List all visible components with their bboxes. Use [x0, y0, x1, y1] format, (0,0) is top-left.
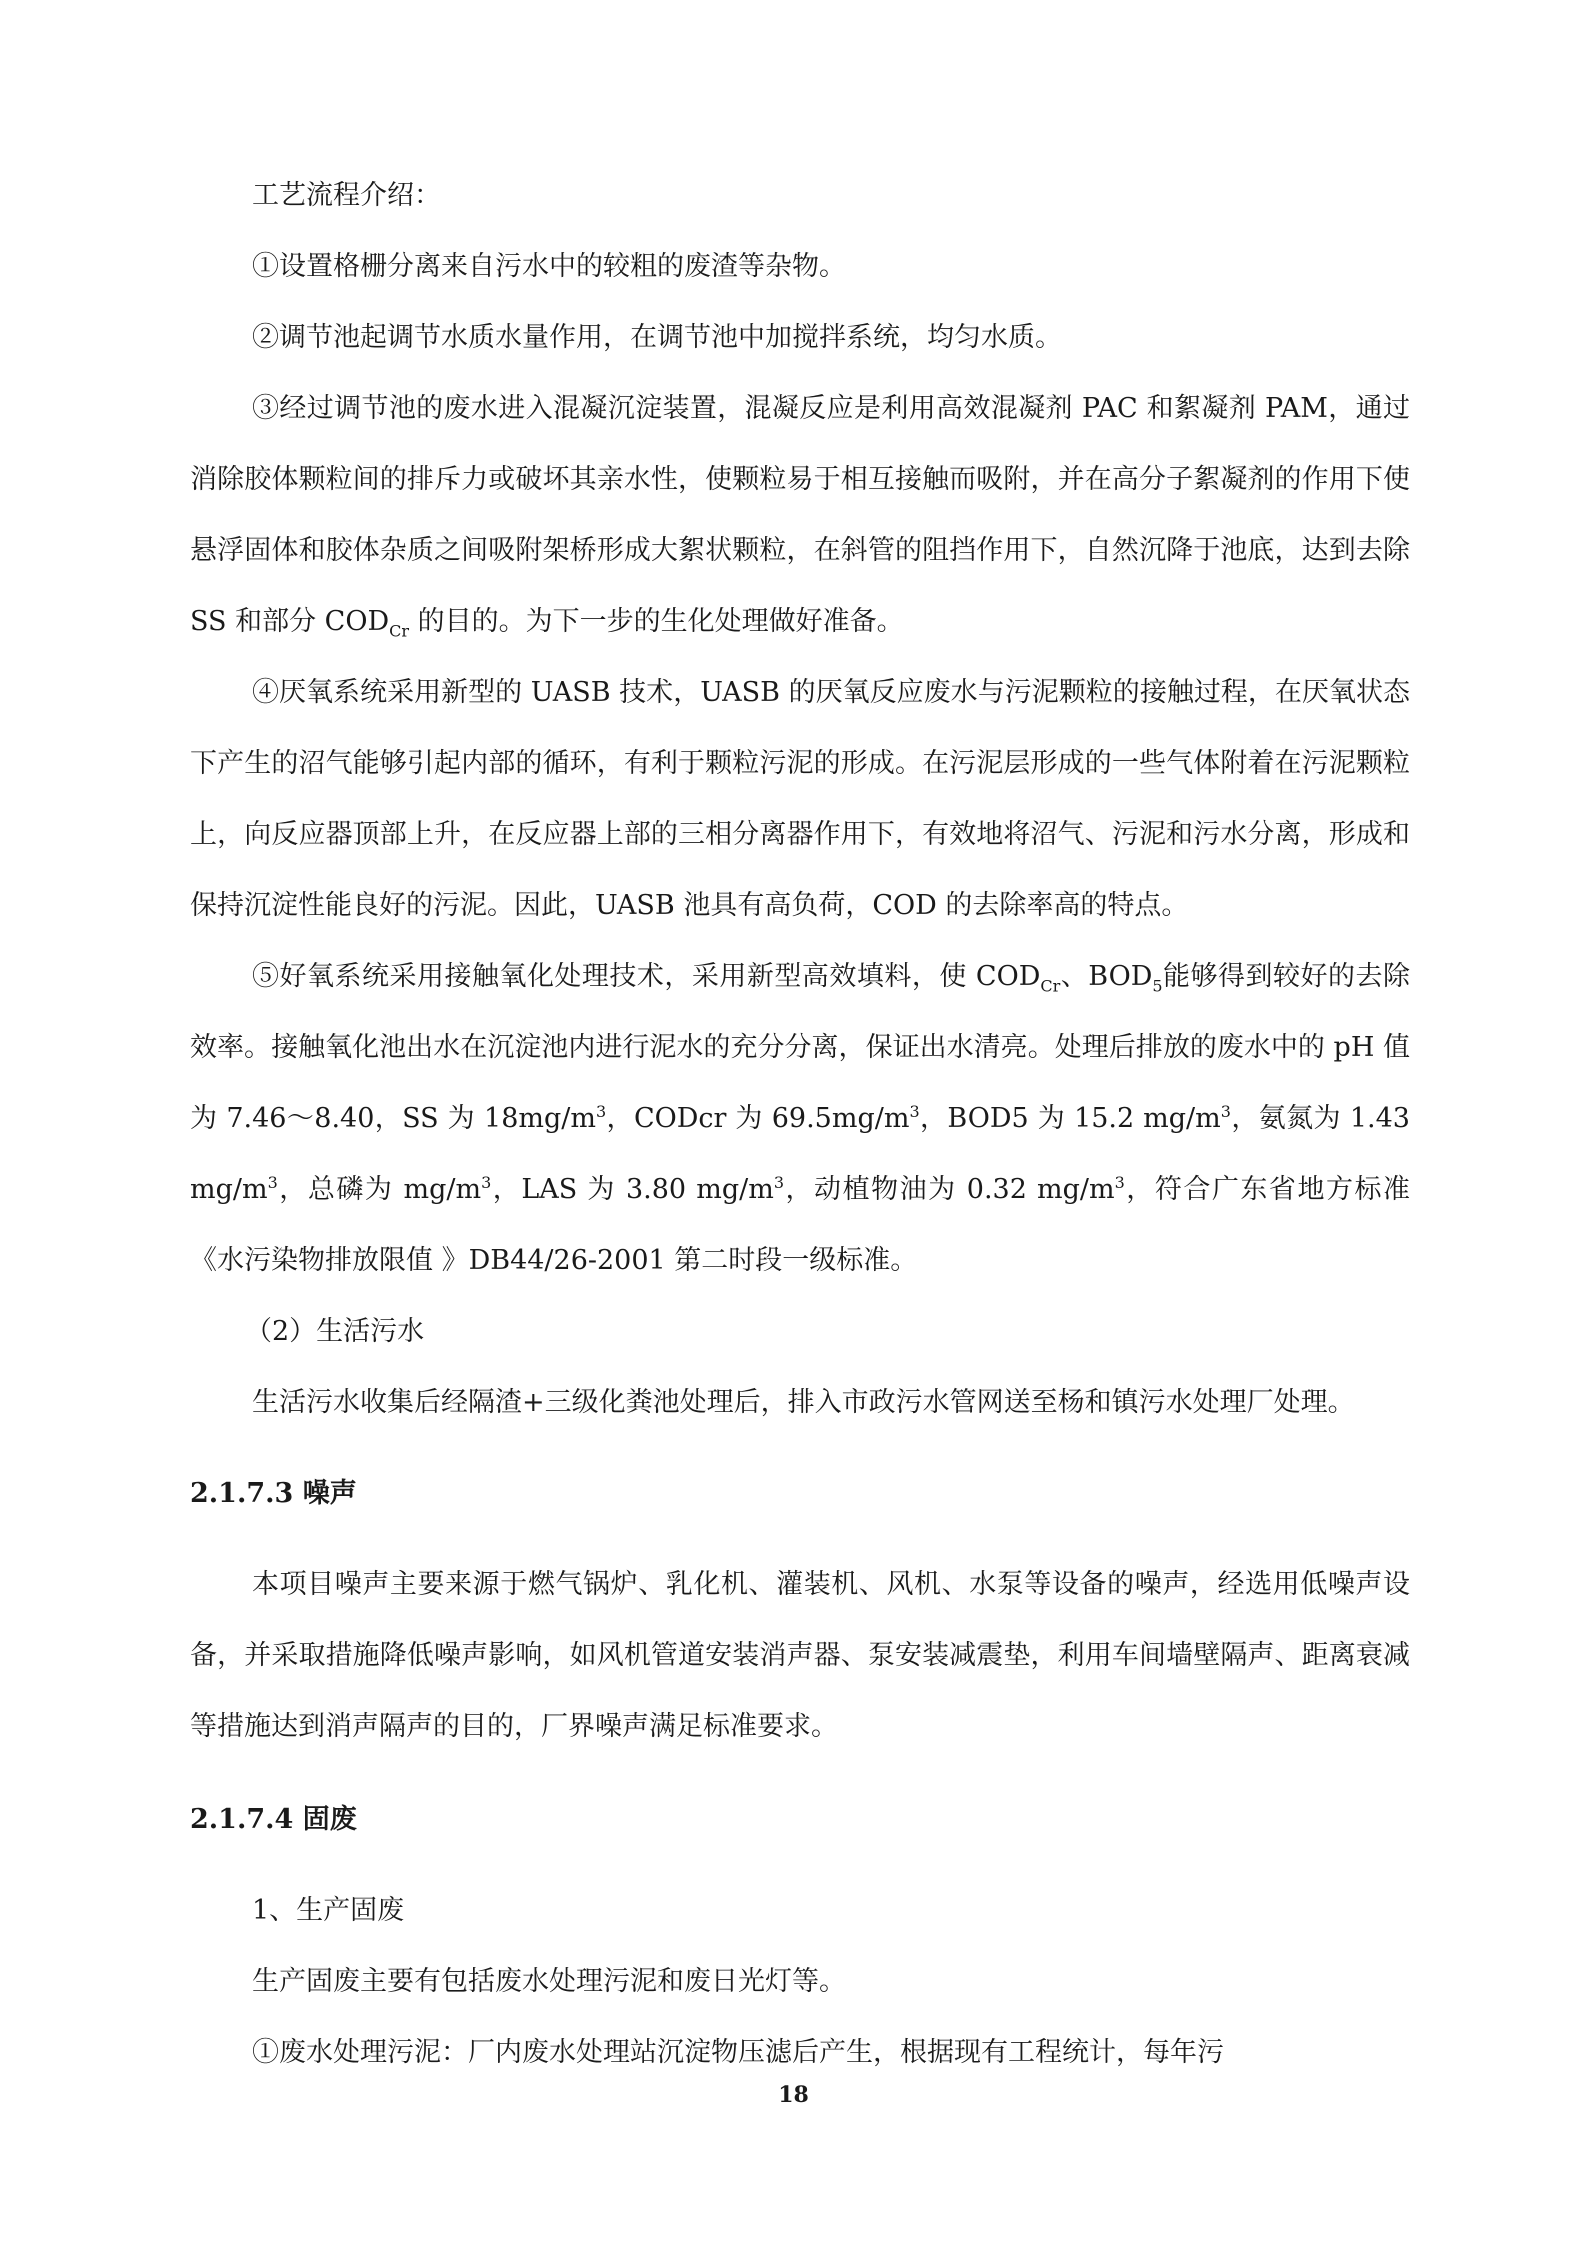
process-step-4: ④厌氧系统采用新型的 UASB 技术，UASB 的厌氧反应废水与污泥颗粒的接触过程，在厌氧状态下产生的沼气能够引起内部的循环，有利于颗粒污泥的形成。在污泥层形成的一些气体附着在污泥颗粒上，向反应器顶部上升，在反应器上部的三相分离器作用下，有效地将沼气、污泥和污水分离，形成和保持沉淀性能良好的污泥。因此，UASB 池具有高负荷，COD 的去除率高的特点。: [190, 677, 1410, 921]
step-5-text-a: ⑤好氧系统采用接触氧化处理技术，采用新型高效填料，使 COD: [252, 961, 1041, 992]
solid-waste-heading: 2.1.7.4 固废: [190, 1804, 357, 1835]
cod-cr-subscript: Cr: [1040, 976, 1061, 996]
step-5-text-b: 、BOD: [1060, 961, 1153, 992]
domestic-sewage-title: （2）生活污水: [245, 1316, 425, 1347]
ammonia-unit-superscript: 3: [267, 1173, 278, 1192]
step-5-text-g: ，总磷为 mg/m: [277, 1174, 482, 1205]
bod5-subscript: 5: [1152, 976, 1163, 996]
step-3-text-a: ③经过调节池的废水进入混凝沉淀装置，混凝反应是利用高效混凝剂 PAC 和絮凝剂 PAM，通过消除胶体颗粒间的排斥力或破坏其亲水性，使颗粒易于相互接触而吸附，并在高分子絮凝剂的作用下使悬浮固体和胶体杂质之间吸附架桥形成大絮状颗粒，在斜管的阻挡作用下，自然沉降于池底，达到去除 SS 和部分 COD: [190, 393, 1410, 637]
noise-heading: 2.1.7.3 噪声: [190, 1478, 357, 1509]
page-number: 18: [778, 2082, 809, 2108]
domestic-sewage-text: 生活污水收集后经隔渣+三级化粪池处理后，排入市政污水管网送至杨和镇污水处理厂处理。: [252, 1387, 1355, 1418]
step-5-text-i: ，动植物油为 0.32 mg/m: [784, 1174, 1115, 1205]
page-content: [190, 160, 1410, 2088]
codcr-unit-superscript: 3: [909, 1102, 920, 1121]
production-solid-waste-title: 1、生产固废: [252, 1895, 405, 1926]
process-intro-title: 工艺流程介绍：: [252, 180, 441, 211]
step-5-text-e: ，BOD5 为 15.2 mg/m: [919, 1103, 1221, 1134]
process-step-1: ①设置格栅分离来自污水中的较粗的废渣等杂物。: [252, 251, 846, 282]
step-3-text-b: 的目的。为下一步的生化处理做好准备。: [409, 606, 904, 637]
step-5-text-d: ，CODcr 为 69.5mg/m: [606, 1103, 910, 1134]
las-unit-superscript: 3: [773, 1173, 784, 1192]
ss-unit-superscript: 3: [595, 1102, 607, 1121]
cod-cr-subscript: Cr: [389, 621, 410, 641]
step-5-text-f: ，氨氮为 1.43 mg/m: [190, 1103, 1410, 1205]
phosphorus-unit-superscript: 3: [481, 1173, 492, 1192]
step-5-text-c: 能够得到较好的去除效率。接触氧化池出水在沉淀池内进行泥水的充分分离，保证出水清亮。处理后排放的废水中的 pH 值为 7.46～8.40，SS 为 18mg/m: [190, 961, 1411, 1134]
process-step-5: [190, 941, 1410, 1296]
wastewater-sludge-text: ①废水处理污泥：厂内废水处理站沉淀物压滤后产生，根据现有工程统计，每年污: [252, 2037, 1224, 2068]
noise-text: 本项目噪声主要来源于燃气锅炉、乳化机、灌装机、风机、水泵等设备的噪声，经选用低噪声设备，并采取措施降低噪声影响，如风机管道安装消声器、泵安装减震垫，利用车间墙壁隔声、距离衰减等措施达到消声隔声的目的，厂界噪声满足标准要求。: [190, 1569, 1410, 1742]
step-5-text-j: ，符合广东省地方标准《水污染物排放限值 》DB44/26-2001 第二时段一级标准。: [190, 1174, 1411, 1276]
step-5-text-h: ，LAS 为 3.80 mg/m: [491, 1174, 774, 1205]
process-step-3: [190, 373, 1410, 657]
production-solid-waste-text: 生产固废主要有包括废水处理污泥和废日光灯等。: [252, 1966, 846, 1997]
bod5-unit-superscript: 3: [1220, 1102, 1231, 1121]
oil-unit-superscript: 3: [1114, 1173, 1125, 1192]
process-step-2: ②调节池起调节水质水量作用，在调节池中加搅拌系统，均匀水质。: [252, 322, 1062, 353]
